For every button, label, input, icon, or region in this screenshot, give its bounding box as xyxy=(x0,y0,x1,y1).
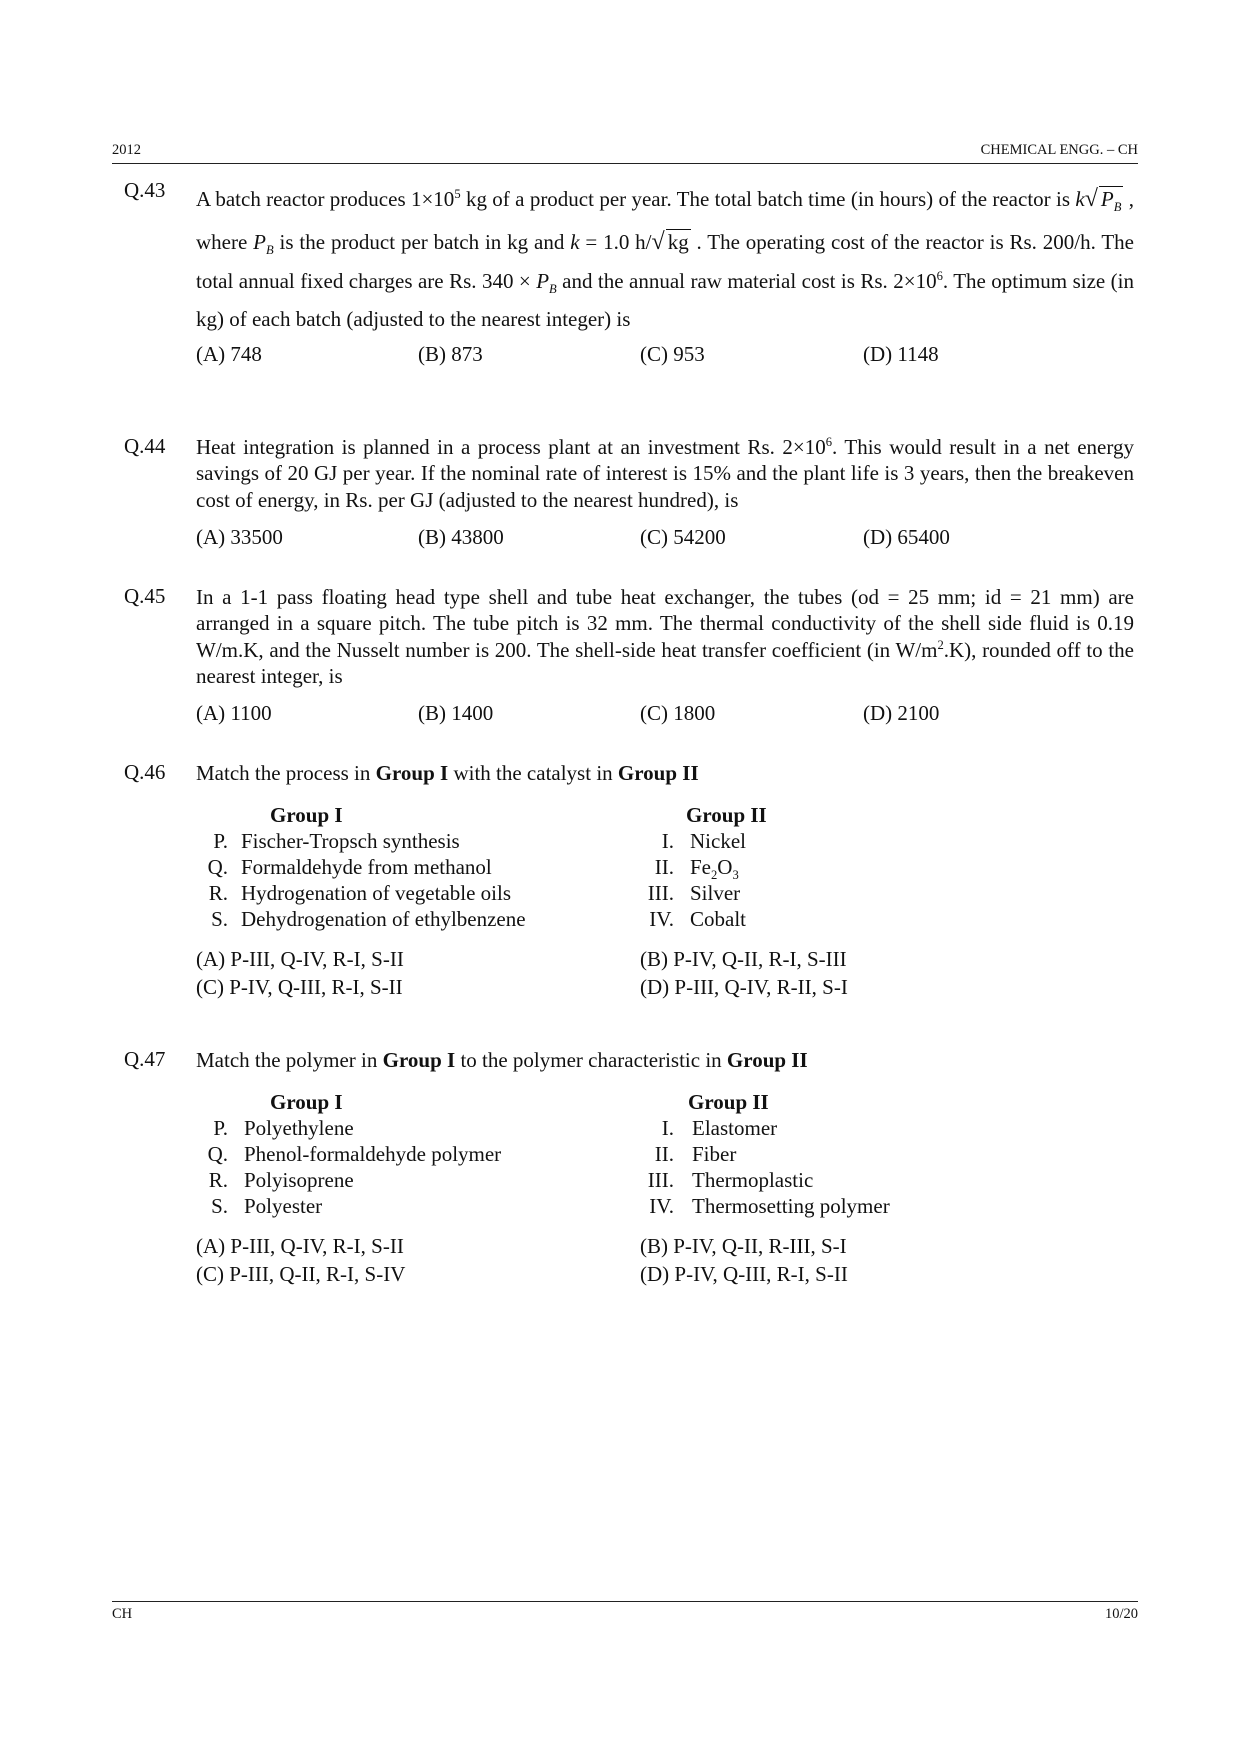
group-i-item: R. Polyisoprene xyxy=(208,1168,354,1193)
stem-exponent: 2 xyxy=(937,637,944,652)
stem-math: 1×10 xyxy=(410,187,455,211)
option-b[interactable]: (B) 873 xyxy=(418,342,483,367)
group-i-item: S. Dehydrogenation of ethylbenzene xyxy=(211,907,526,932)
group-i-item: R. Hydrogenation of vegetable oils xyxy=(208,881,512,906)
group-ii-item: III. Silver xyxy=(647,881,741,906)
stem-text: . This would result in a net energy savings of 20 GJ per year. If the nominal rate of interest is 15% and the plant life is 3 years, then the breakeven cost of energy, in Rs. per GJ (adjusted to the nearest hundred), is xyxy=(196,435,1134,512)
option-d[interactable]: (D) P-III, Q-IV, R-II, S-I xyxy=(640,975,848,1000)
group-ii-item: IV. Cobalt xyxy=(649,907,746,932)
match-table xyxy=(196,802,1134,932)
group-i-item: S. Polyester xyxy=(211,1194,323,1219)
stem-text: .K), rounded off to the nearest integer, is xyxy=(196,637,1134,688)
group-i-item: Q. Formaldehyde from methanol xyxy=(207,855,492,880)
answer-options xyxy=(196,525,1134,551)
answer-options xyxy=(196,342,1134,368)
stem-text: and the annual raw material cost is Rs. xyxy=(556,269,894,294)
page-header xyxy=(112,142,1138,164)
option-a[interactable]: (A) P-III, Q-IV, R-I, S-II xyxy=(196,947,404,972)
group-ii-item: I. Nickel xyxy=(661,829,746,854)
header-paper: CHEMICAL ENGG. – CH xyxy=(980,142,1138,158)
answer-options xyxy=(196,946,1134,1006)
stem-math: P xyxy=(536,269,550,294)
answer-options xyxy=(196,1233,1134,1293)
stem-bold: Group I xyxy=(375,761,449,785)
question-stem xyxy=(196,760,1134,786)
group-i-heading: Group I xyxy=(270,803,343,828)
question-number: Q.47 xyxy=(124,1047,166,1071)
page-number: 10/20 xyxy=(1104,1606,1138,1622)
stem-text: to the polymer characteristic in xyxy=(455,1048,727,1072)
stem-math: 2×10 xyxy=(893,269,937,294)
stem-exponent: 6 xyxy=(936,269,943,284)
option-c[interactable]: (C) 1800 xyxy=(640,701,716,725)
stem-math: k xyxy=(1075,187,1085,211)
stem-text: , where xyxy=(196,187,1134,254)
stem-text: Match the process in xyxy=(196,761,376,785)
option-c[interactable]: (C) 54200 xyxy=(640,524,726,549)
stem-math: P xyxy=(1100,187,1114,211)
question-stem xyxy=(196,434,1134,513)
question-body xyxy=(196,1047,1134,1293)
stem-text: kg of a product per year. The total batch time (in hours) of the reactor is xyxy=(460,187,1076,211)
option-b[interactable]: (B) P-IV, Q-II, R-I, S-III xyxy=(640,947,847,972)
stem-subscript: B xyxy=(1113,200,1122,215)
group-i-heading: Group I xyxy=(270,1090,343,1115)
option-c[interactable]: (C) 953 xyxy=(640,342,705,367)
sqrt-symbol: √ xyxy=(651,228,665,255)
stem-bold: Group II xyxy=(726,1048,808,1072)
footer-code: CH xyxy=(112,1606,133,1622)
stem-text: In a 1-1 pass floating head type shell and tube heat exchanger, the tubes (od = 25 mm; id = 21 mm) are arranged in a square pitch. The tube pitch is 32 mm. The thermal conductivity of the shell side fluid is 0.19 W/m.K, and the Nusselt number is 200. The shell-side heat transfer coefficient (in W/m xyxy=(196,585,1134,662)
footer-rule xyxy=(112,1601,1138,1602)
header-rule xyxy=(112,163,1138,164)
stem-math: k xyxy=(570,229,580,254)
group-ii-heading: Group II xyxy=(688,1090,769,1115)
stem-subscript: B xyxy=(266,242,274,257)
stem-math: = 1.0 h/ xyxy=(579,229,652,254)
stem-text: A batch reactor produces xyxy=(196,187,411,211)
group-ii-heading: Group II xyxy=(686,803,767,828)
stem-subscript: B xyxy=(549,282,557,297)
stem-text: is the product per batch in kg and xyxy=(273,229,571,254)
group-ii-item: II. Fiber xyxy=(654,1142,737,1167)
option-d[interactable]: (D) 1148 xyxy=(863,342,939,367)
option-b[interactable]: (B) 1400 xyxy=(418,701,494,725)
stem-text: with the catalyst in xyxy=(448,761,618,785)
group-i-item: P. Fischer-Tropsch synthesis xyxy=(213,829,460,854)
stem-math: P xyxy=(253,229,266,254)
group-ii-column xyxy=(616,1089,936,1219)
question-number: Q.45 xyxy=(124,584,166,608)
option-a[interactable]: (A) 1100 xyxy=(196,701,272,725)
stem-text: . The optimum size (in kg) of each batch (adjusted to the nearest integer) is xyxy=(196,269,1134,331)
sqrt-symbol: √ xyxy=(1084,186,1098,212)
group-i-column xyxy=(196,802,596,932)
group-ii-item: II. $Fe_2O_3$ xyxy=(654,855,739,883)
option-b[interactable]: (B) P-IV, Q-II, R-III, S-I xyxy=(640,1234,847,1259)
group-ii-item: III. Thermoplastic xyxy=(647,1168,814,1193)
answer-options xyxy=(196,701,1134,727)
stem-math: 2×10 xyxy=(782,435,826,459)
option-c[interactable]: (C) P-IV, Q-III, R-I, S-II xyxy=(196,975,403,1000)
question-number: Q.46 xyxy=(124,760,166,784)
question-number: Q.43 xyxy=(124,178,166,202)
stem-math: kg xyxy=(667,229,689,254)
stem-exponent: 5 xyxy=(454,187,461,201)
group-ii-column xyxy=(616,802,916,932)
match-table xyxy=(196,1089,1134,1219)
option-a[interactable]: (A) 33500 xyxy=(196,524,283,549)
stem-exponent: 6 xyxy=(825,435,833,449)
group-i-item: P. Polyethylene xyxy=(213,1116,354,1141)
stem-text: Match the polymer in xyxy=(196,1048,383,1072)
option-d[interactable]: (D) 65400 xyxy=(863,524,950,549)
stem-bold: Group I xyxy=(382,1048,456,1072)
stem-text: Heat integration is planned in a process plant at an investment Rs. xyxy=(196,435,783,459)
header-year: 2012 xyxy=(112,142,141,158)
question-stem xyxy=(196,584,1134,689)
question-stem xyxy=(196,178,1134,338)
option-a[interactable]: (A) 748 xyxy=(196,342,262,367)
option-d[interactable]: (D) 2100 xyxy=(863,701,940,725)
group-ii-item: I. Elastomer xyxy=(661,1116,778,1141)
question-body xyxy=(196,760,1134,1006)
option-a[interactable]: (A) P-III, Q-IV, R-I, S-II xyxy=(196,1234,404,1259)
group-i-item: Q. Phenol-formaldehyde polymer xyxy=(207,1142,502,1167)
group-i-column xyxy=(196,1089,596,1219)
option-c[interactable]: (C) P-III, Q-II, R-I, S-IV xyxy=(196,1262,406,1287)
stem-bold: Group II xyxy=(617,761,699,785)
option-d[interactable]: (D) P-IV, Q-III, R-I, S-II xyxy=(640,1262,848,1287)
question-body xyxy=(196,178,1134,368)
question-body xyxy=(196,584,1134,727)
question-number: Q.44 xyxy=(124,434,166,458)
option-b[interactable]: (B) 43800 xyxy=(418,524,504,549)
question-stem xyxy=(196,1047,1134,1073)
group-ii-item: IV. Thermosetting polymer xyxy=(649,1194,890,1219)
question-body xyxy=(196,434,1134,551)
stem-text: . The operating cost of the reactor is Rs. 200/h. The total annual fixed charges are Rs. 340 × xyxy=(196,229,1134,294)
